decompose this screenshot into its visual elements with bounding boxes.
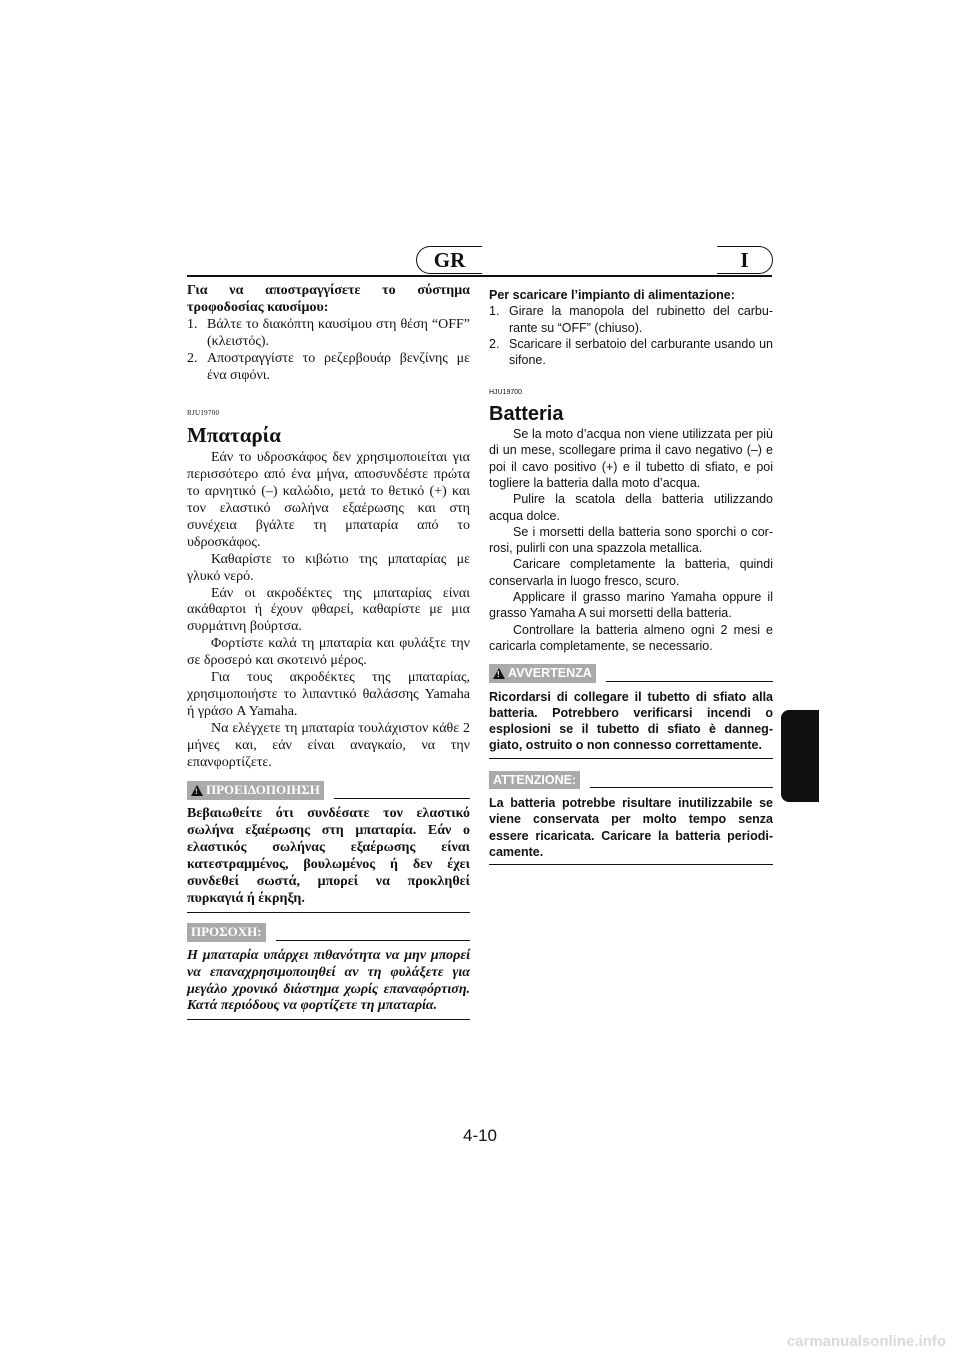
warning-label: [187, 781, 324, 800]
warning-label: [489, 664, 596, 682]
box-end-rule: [489, 758, 773, 759]
step-text: Girare la manopola del rubinetto del carbu- rante su “OFF” (chiuso).: [509, 304, 773, 335]
language-tab-greek: GR: [416, 246, 482, 274]
italian-paragraph: Se la moto d’acqua non viene utilizzata per più di un mese, scollegare prima il cavo negativo (–) e poi il cavo positivo (+) e il tubetto di sfiato, e poi togliere la batteria dalla moto d’acqua.: [489, 427, 773, 490]
italian-step: [489, 336, 773, 369]
greek-intro-heading: Για να αποστραγγίσετε το σύστημα τροφοδοσίας καυσίμου:: [187, 283, 470, 315]
warning-label-text: ΠΡΟΕΙΔΟΠΟΙΗΣΗ: [206, 782, 320, 798]
warning-label-text: AVVERTENZA: [508, 666, 592, 681]
box-end-rule: [489, 864, 773, 865]
greek-paragraph: Φορτίστε καλά τη μπαταρία και φυλάξτε την σε δροσερό και σκοτεινό μέρος.: [187, 636, 470, 669]
greek-step: [187, 317, 470, 351]
label-rule: [590, 787, 773, 788]
greek-caution-box: [187, 923, 470, 1021]
warning-triangle-icon: !: [493, 668, 505, 679]
step-text: Βάλτε το διακόπτη καυσίμου στη θέση “OFF” (κλειστός).: [207, 316, 470, 349]
italian-section-code: HJU19700: [489, 389, 523, 397]
language-tab-italian: I: [717, 246, 773, 274]
italian-paragraph: Se i morsetti della batteria sono sporchi o cor- rosi, pulirli con una spazzola metallica.: [489, 524, 773, 556]
box-end-rule: [187, 912, 470, 913]
greek-paragraph: Εάν οι ακροδέκτες της μπαταρίας είναι ακάθαρτοι ή έχουν φθαρεί, καθαρίστε με μια συρμάτινη βούρτσα.: [187, 585, 470, 635]
page-number: 4-10: [462, 1126, 498, 1145]
greek-section-title: Μπαταρία: [187, 423, 281, 448]
italian-column: [489, 287, 773, 865]
caution-label: [187, 923, 266, 942]
greek-warning-text: Βεβαιωθείτε ότι συνδέσατε τον ελαστικό σωλήνα εξαέρωσης στη μπαταρία. Εάν ο ελαστικός σωλήνας εξαέρωσης είναι κατεστραμμένος, βουλωμένος ή δεν έχει συνδεθεί σωστά, μπορεί να προκληθεί πυρκαγιά ή έκρηξη.: [187, 806, 470, 906]
italian-paragraph: Controllare la batteria almeno ogni 2 mesi e caricarla completamente, se necessario.: [489, 622, 773, 653]
italian-paragraph: Caricare completamente la batteria, quindi conservarla in luogo fresco, scuro.: [489, 557, 773, 588]
warning-triangle-icon: !: [191, 785, 203, 796]
italian-caution-text: La batteria potrebbe risultare inutilizzabile se viene conservata per molto tempo senza essere ricaricata. Caricare la batteria periodi- camente.: [489, 796, 773, 859]
italian-paragraph: Pulire la scatola della batteria utilizzando acqua dolce.: [489, 492, 773, 523]
label-rule: [276, 940, 470, 941]
italian-caution-box: [489, 771, 773, 865]
greek-column: [187, 283, 470, 1020]
italian-warning-box: [489, 664, 773, 758]
italian-step: [489, 303, 773, 336]
greek-paragraph: Καθαρίστε το κιβώτιο της μπαταρίας με γλυκό νερό.: [187, 551, 470, 584]
greek-caution-text: Η μπαταρία υπάρχει πιθανότητα να μην μπορεί να επαναχρησιμοποιηθεί αν τη φυλάξετε για μεγάλο χρονικό διάστημα χωρίς επαναφόρτιση. Κατά περιόδους να φορτίζετε τη μπαταρία.: [187, 947, 470, 1014]
step-number: 2.: [187, 350, 198, 366]
step-text: Αποστραγγίστε το ρεζερβουάρ βενζίνης με ένα σιφόνι.: [207, 350, 470, 383]
header-rule: [187, 275, 772, 277]
greek-paragraph: Για τους ακροδέκτες της μπαταρίας, χρησιμοποιήστε το λιπαντικό θαλάσσης Yamaha ή γράσο A Yamaha.: [187, 670, 470, 719]
greek-warning-box: [187, 781, 470, 912]
greek-step: [187, 351, 470, 385]
italian-intro-heading: Per scaricare l’impianto di alimentazione:: [489, 288, 735, 302]
site-watermark: carmanualsonline.info: [786, 1333, 946, 1350]
step-number: 1.: [489, 304, 500, 319]
label-rule: [606, 681, 773, 682]
caution-label: [489, 771, 580, 789]
caution-label-text: ΠΡΟΣΟΧΗ:: [191, 923, 262, 939]
step-number: 2.: [489, 336, 500, 351]
italian-section-title: Batteria: [489, 402, 564, 425]
greek-section-code: RJU19700: [187, 409, 220, 418]
step-text: Scaricare il serbatoio del carburante usando un sifone.: [509, 336, 773, 368]
caution-label-text: ATTENZIONE:: [493, 772, 577, 787]
italian-paragraph: Applicare il grasso marino Yamaha oppure il grasso Yamaha A sui morsetti della batteria.: [489, 590, 773, 621]
section-thumb-tab: [781, 710, 819, 802]
box-end-rule: [187, 1019, 470, 1020]
step-number: 1.: [187, 316, 198, 332]
greek-paragraph: Εάν το υδροσκάφος δεν χρησιμοποιείται για περισσότερο από ένα μήνα, αποσυνδέστε πρώτα το αρνητικό (–) καλώδιο, μετά το θετικό (+) και τον ελαστικό σωλήνα εξαέρωσης και στη συνέχεια βγάλτε τη μπαταρία από το υδροσκάφος.: [187, 450, 470, 550]
greek-paragraph: Να ελέγχετε τη μπαταρία τουλάχιστον κάθε 2 μήνες και, εάν είναι αναγκαίο, να την επανφορτίζετε.: [187, 720, 470, 770]
label-rule: [334, 798, 470, 799]
italian-warning-text: Ricordarsi di collegare il tubetto di sfiato alla batteria. Potrebbero verificarsi incendi o esplosioni se il tubetto di sfiato è danneg- giato, ostruito o non connesso correttamente.: [489, 689, 773, 753]
